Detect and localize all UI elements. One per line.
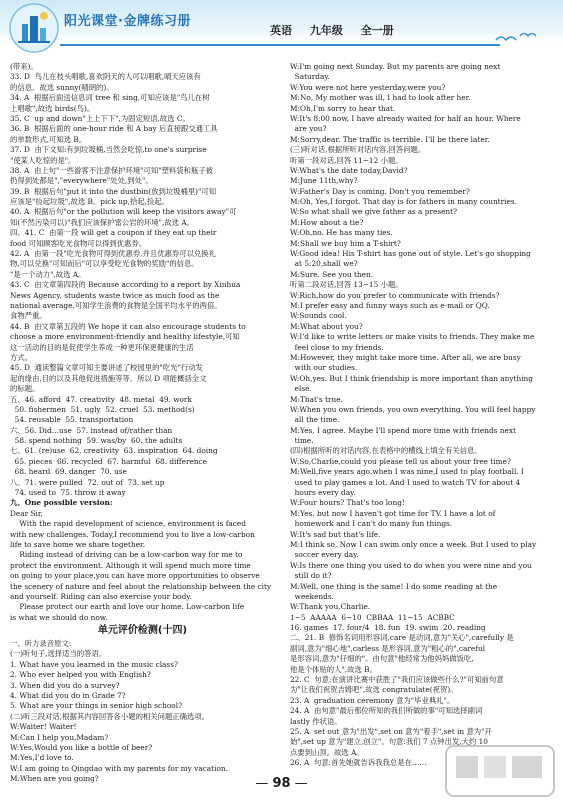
page-number-value: 98 xyxy=(272,776,291,791)
text-line: 5. What are your things in senior high school? xyxy=(10,701,183,711)
subject-info xyxy=(270,22,408,38)
text-line: W:I'd like to write letters or make visits to friends. They make me xyxy=(290,332,535,342)
text-line: W:When you own friends, you own everything. You will feel happy xyxy=(290,404,536,414)
text-line: 五、46. afford 47. creativity 48. metal 49. work xyxy=(10,394,192,404)
text-line: protect the environment. Although it will spend much more time xyxy=(10,560,251,570)
text-line: 1. What have you learned in the music class? xyxy=(10,659,178,669)
text-line: W:Good idea! His T-shirt has gone out of style. Let's go shopping xyxy=(290,249,531,259)
text-line: 16. games 17. four/4 18. fun 19. swim 20. reading xyxy=(290,623,486,633)
text-line: 这一活动的目的是促使学生养成一种更环保更健康的生活 xyxy=(10,342,194,352)
text-line: 一、听力录音原文: xyxy=(10,639,72,649)
text-line: M:Yes,I'd love to. xyxy=(10,753,74,763)
text-line: 54. reusable 55. transportation xyxy=(10,415,134,425)
text-line: W:I am going to Qingdao with my parents for my vacation. xyxy=(10,763,228,773)
text-line: else. xyxy=(290,384,312,394)
brand-title: 阳光课堂·金牌练习册 xyxy=(64,14,191,29)
text-line: 68. heard 69. danger 70. use xyxy=(10,467,127,477)
subject: 英语 xyxy=(270,24,292,37)
text-line: 六、56. Did…use 57. instead of/rather than xyxy=(10,425,173,435)
text-line: 42. A 由第一段"吃光食物可得到优惠券,并且优惠券可以兑换礼 xyxy=(10,249,216,259)
text-line: Please protect our earth and love our home. Low-carbon life xyxy=(10,602,245,612)
text-line: W:Rich,how do you prefer to communicate with friends? xyxy=(290,290,500,300)
text-line: (三)听对话,根据所听对话内容,回答问题。 xyxy=(290,145,426,155)
text-line: Saturday. xyxy=(290,72,330,82)
text-line: 24. A 由句意"最后那位所知的我们所做的事"可知选择副词 xyxy=(290,706,483,716)
text-line: 23. A graduation ceremony 意为"毕业典礼"。 xyxy=(290,695,455,705)
text-line: M:Sure. See you then. xyxy=(290,269,374,279)
text-line: 扔得到处都是","everywhere"处处,到处"。 xyxy=(10,176,153,186)
text-line: feel close to my friends. xyxy=(290,342,384,352)
text-line: is what we should do now. xyxy=(10,612,108,622)
text-line: 食物严重。 xyxy=(10,311,47,321)
header-divider xyxy=(60,44,500,46)
text-line: W:What's the date today,David? xyxy=(290,165,408,175)
text-line: W:I'm going next Sunday. But my parents are going next xyxy=(290,62,501,71)
text-line: M:Shall we buy him a T-shirt? xyxy=(290,238,401,248)
text-line: W:Yes,Would you like a bottle of beer? xyxy=(10,743,153,752)
text-line: (带来)。 xyxy=(10,62,38,71)
right-column xyxy=(290,62,555,768)
text-line: M:Well, one thing is the same! I do some reading at the xyxy=(290,581,498,591)
text-line: M:When are you going? xyxy=(10,774,99,784)
text-line: lastly 作状语。 xyxy=(290,716,342,726)
text-line: M:However, they might take more time. After all, we are busy xyxy=(290,352,521,362)
text-line: "是一个动力",故选 A。 xyxy=(10,269,86,279)
text-line: W:Oh,yes. But I think friendship is more important than anything xyxy=(290,373,533,383)
text-line: 2. Who ever helped you with English? xyxy=(10,670,151,680)
text-line: time. xyxy=(290,436,314,446)
text-line: 点要到山顶。故选 A。 xyxy=(290,747,364,757)
text-line: M:Well,five years ago,when I was nine,I used to play football. I xyxy=(290,467,524,477)
text-line: still do it? xyxy=(290,571,332,581)
text-line: 22. C 句意:在演讲比赛中获胜了"我们应该做些什么?"可知前句意 xyxy=(290,675,504,685)
text-line: life to save home we share together. xyxy=(10,539,146,549)
text-line: 方式。 xyxy=(10,352,33,362)
text-line: at 5:20,shall we? xyxy=(290,259,358,269)
text-line: 九、One possible version: xyxy=(10,498,113,508)
text-line: hours every day. xyxy=(290,488,356,498)
text-line: 他是个体贴的人",故选 B。 xyxy=(290,664,377,674)
text-line: W:Four hours? That's too long! xyxy=(290,498,405,508)
text-line: weekends. xyxy=(290,591,334,601)
text-line: 25. A set out 意为"出发",set on 意为"着手",set in 意为"开 xyxy=(290,727,492,736)
text-line: 听第一段对话,回答 11~12 小题。 xyxy=(290,155,403,165)
text-line: are you? xyxy=(290,124,327,134)
text-line: 四、41. C 由第一段 will get a coupon if they eat up their xyxy=(10,228,217,238)
text-line: M:That's true. xyxy=(290,394,343,404)
text-line: 50. fishermen 51. ugly 52. cruel 53. method(s) xyxy=(10,404,195,414)
text-line: 的单数形式,可知选 B。 xyxy=(10,134,87,144)
text-line: 应该是"捡起垃圾",故选 B。pick up,拾起,捡起。 xyxy=(10,197,170,207)
text-line: the scenery of nature and feel about the relationship between the city xyxy=(10,581,272,591)
text-line: "使某人吃惊的是"。 xyxy=(10,155,76,165)
text-line: M:I prefer easy and funny ways such as e-mail or QQ. xyxy=(290,300,490,310)
text-line: 副词,意为"细心地",carless 是形容词,意为"粗心的",careful xyxy=(290,643,486,653)
text-line: 40. A 根据后句"or the pollution will keep the visitors away"可 xyxy=(10,207,237,217)
text-line: 43. C 由文章第四段的 Because according to a report by Xinhua xyxy=(10,280,241,290)
text-line: food 可知顾客吃光食物可以得到优惠券。 xyxy=(10,238,147,248)
text-line: 的信息。故选 sunny(晴朗的)。 xyxy=(10,82,114,92)
page-header xyxy=(0,0,563,58)
text-line: 物,可以兑换"可知而后"可以享受吃光食物的奖励"的信息。 xyxy=(10,259,199,269)
text-line: W:So what shall we give father as a present? xyxy=(290,207,458,217)
volume: 全一册 xyxy=(360,24,394,37)
text-line: 是形容词,意为"仔细的"。由句意"他经常为他妈妈做饭吃, xyxy=(290,654,474,664)
birds-icon xyxy=(492,28,542,48)
text-line: M:June 11th,why? xyxy=(290,176,358,186)
text-line: (一)听句子,选择适当的答语。 xyxy=(10,649,107,659)
text-line: 3. When did you do a survey? xyxy=(10,680,120,690)
text-line: M:What about you? xyxy=(290,321,363,331)
text-line: 35. C up and down"上上下下",为固定短语,故选 C。 xyxy=(10,113,190,123)
text-line: W:You were not here yesterday,were you? xyxy=(290,82,446,92)
text-line: 39. B 根据后句"put it into the dustbin(放到垃圾桶里)"可知 xyxy=(10,186,217,196)
text-line: used to play games a lot. And I used to watch TV for about 4 xyxy=(290,477,521,487)
text-line: M:How about a tie? xyxy=(290,217,364,227)
text-line: 26. A 句意:首先她就告诉我我总是在…… xyxy=(290,758,427,768)
text-line: all the time. xyxy=(290,415,340,425)
text-line: M:No, My mother was ill, I had to look after her. xyxy=(290,93,471,103)
text-line: on going to your place,you can have more opportunities to observe xyxy=(10,571,260,581)
text-line: 上唱歌",故选 birds(鸟)。 xyxy=(10,103,95,113)
text-line: 34. A 根据后面送信息词 tree 和 sing,可知应该是"鸟儿在树 xyxy=(10,93,210,103)
text-line: 七、61. (re)use 62. creativity 63. inspiration 64. doing xyxy=(10,446,218,456)
text-line: with our studies. xyxy=(290,363,358,373)
text-line: 58. spend nothing 59. was/by 60. the adults xyxy=(10,436,183,446)
text-line: Riding instead of driving can be a low-carbon way for me to xyxy=(10,550,243,560)
text-line: homework and I can't do many fun things. xyxy=(290,519,453,529)
text-line: Dear Sir, xyxy=(10,508,43,518)
text-line: W:Father's Day is coming. Don't you remember? xyxy=(290,186,470,196)
trophy-logo-icon xyxy=(8,2,60,54)
text-line: 始",set up 意为"建立,创立"。句意:我们 7 点钟出发,大约 10 xyxy=(290,737,488,747)
left-column xyxy=(10,62,275,784)
text-line: 听第二段对话,回答 13~15 小题。 xyxy=(290,280,403,290)
text-line: 二、21. B 修饰名词用形容词,care 是动词,意为"关心",carefully 是 xyxy=(290,633,514,643)
text-line: M:Oh,I'm sorry to hear that. xyxy=(290,103,396,113)
text-line: national average,可知学生浪费的食物是全国平均水平的两倍。 xyxy=(10,300,222,310)
text-line: W:So,Charlie,could you please tell us about your free time? xyxy=(290,456,511,466)
text-line: and yourself. Riding can also exercise your body. xyxy=(10,591,192,601)
text-line: 4. What did you do in Grade 7? xyxy=(10,691,126,701)
text-line: 44. B 由文章第五段的 We hope it can also encourage students to xyxy=(10,321,246,331)
text-line: choose a more environment-friendly and healthy lifestyle,可知 xyxy=(10,332,240,342)
text-line: W:It's 8:00 now, I have already waited for half an hour. Where xyxy=(290,113,521,123)
text-line: with new challenges. Today,I recommend you to live a low-carbon xyxy=(10,529,255,539)
watermark-logo-icon xyxy=(440,740,560,802)
grade: 九年级 xyxy=(309,24,343,37)
text-line: With the rapid development of science, environment is faced xyxy=(10,519,246,529)
text-line: 八、71. were pulled 72. out of 73. set up xyxy=(10,477,165,487)
text-line: W:Is there one thing you used to do when you were nine and you xyxy=(290,560,532,570)
text-line: 38. A 由上句"一些游客不注意保护环境"可知"塑料袋和瓶子被 xyxy=(10,165,214,175)
text-line: 36. B 根据后面的 one-hour ride 和 A bay 后直接跟交通工具 xyxy=(10,124,218,134)
text-line: 33. D 鸟儿在枝头唱歌,喜欢阴天的人可以唱歌,晴天应该有 xyxy=(10,72,201,82)
text-line: M:Yes, I agree. Maybe I'll spend more time with friends next xyxy=(290,425,516,435)
text-line: M:Yes, but now I haven't got time for TV. I have a lot of xyxy=(290,508,496,518)
text-line: 的标题。 xyxy=(10,384,40,394)
text-line: 为"让我们祝贺吉姆吧",故选 congratulate(祝贺)。 xyxy=(290,685,458,695)
text-line: W:It's sad but that's life. xyxy=(290,529,381,539)
text-line: 知(不然污染可以)"我们应该保护雷公岩的环境",故选 A。 xyxy=(10,217,195,227)
text-line: W:Thank you,Charlie. xyxy=(290,602,371,612)
text-line: 45. D 通读整篇文章可知主要讲述了校园里的"吃光"行动发 xyxy=(10,363,203,373)
text-line: (二)听三段对话,根据其内容回答各小题的相关问题正确选项。 xyxy=(10,711,210,721)
text-line: 74. used to 75. throw it away xyxy=(10,488,126,498)
text-line: News Agency, students waste twice as much food as the xyxy=(10,290,220,300)
text-line: soccer every day. xyxy=(290,550,359,560)
text-line: M:Can I help you,Madam? xyxy=(10,732,109,742)
text-line: W:Sounds cool. xyxy=(290,311,347,321)
text-line: M:I think so, Now I can swim only once a week. But I used to play xyxy=(290,539,537,549)
text-line: M:Oh, Yes,I forgot. That day is for fathers in many countries. xyxy=(290,197,517,207)
text-line: 65. pieces 66. recycled 67. harmful 68. difference xyxy=(10,456,208,466)
text-line: (四)根据所听的对话内容,在表格中的横线上填全有关信息。 xyxy=(290,446,482,456)
text-line: 起的缘由,目的以及其他促进措施等等。所以 D 项能概括全文 xyxy=(10,373,207,383)
text-line: M:Sorry,dear. The traffic is terrible. I'll be there later. xyxy=(290,134,490,144)
page-number: — 98 — xyxy=(255,776,308,791)
text-line: 1~5 AAAAA 6~10 CBBAA 11~15 ACBBC xyxy=(290,612,455,622)
text-line: W:Waiter! Waiter! xyxy=(10,722,77,732)
text-line: W:Oh,no. He has many ties. xyxy=(290,228,393,238)
text-line: 37. D 由下文知:有到垃圾桶,当然会吃惊,to one's surprise xyxy=(10,145,207,155)
section-heading: 单元评价检测(十四) xyxy=(97,625,188,637)
